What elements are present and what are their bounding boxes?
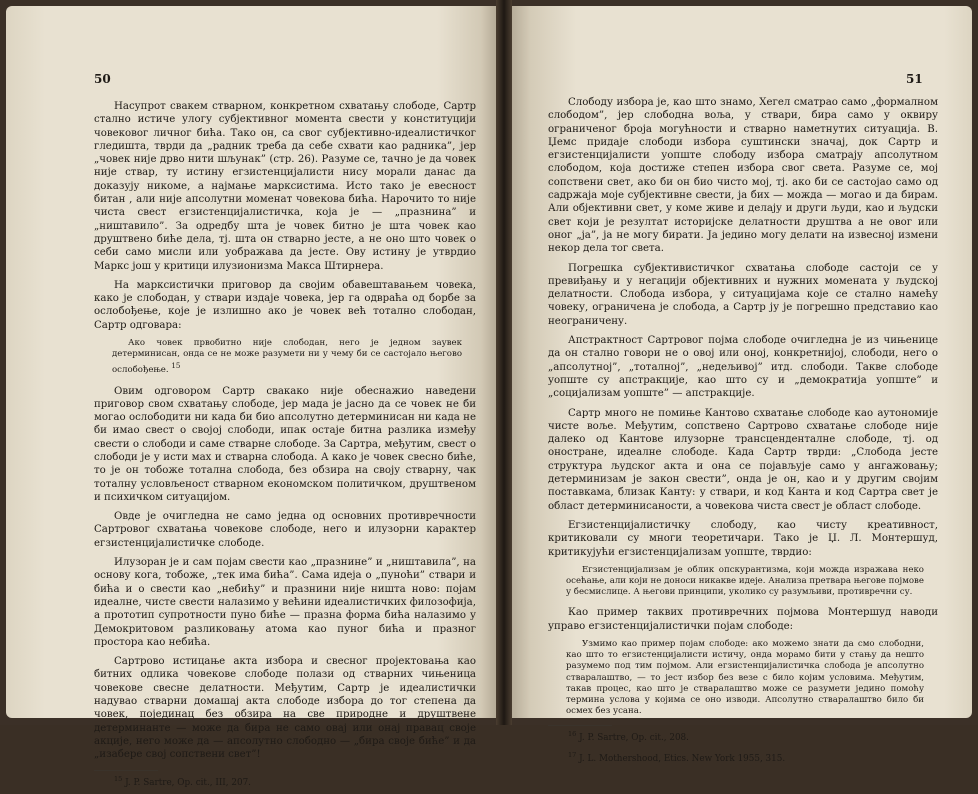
right-page-text bbox=[548, 96, 938, 771]
right-block-quote: Узмимо као пример појам слободе: ако можемо знати да смо слободни, као што то егзистенцијалисти истичу, онда морамо бити у стању да нешто разумемо под тим појмом. Али егзистенцијалистичка слобода је апсолутно стваралаштво, — то јест избор без везе с било којим условима. Међутим, такав процес, као што је стваралаштво може се разумети једино помоћу термина услова у којима се оно изводи. Апсолутно стваралаштво било би осмех без усана. bbox=[566, 639, 924, 717]
footnote-separator bbox=[548, 725, 612, 726]
footnote-text: J. P. Sartre, Op. cit., 208. bbox=[579, 733, 689, 744]
right-paragraph: Погрешка субјективистичког схватања слободе састоји се у превиђању и у негацији објективних и нужних момената у људској делатности. Слобода избора, у ситуацијама које се стално намећу човеку, ограничена је слобода, а Сартр ју је погрешно представио као неограничену. bbox=[548, 262, 938, 327]
left-paragraph: Сартрово истицање акта избора и свесног пројектовања као битних одлика човекове слободе полази од стварних чињеница човекове свесне делатности. Међутим, Сартр је идеалистички надувао стварни домашај акта слободе избора до тог степена да човек, појединац без обзира на све природне и друштвене детерминанте — може да бира не само овај или онај правац своје акције, него може да — апсолутно слободно — „бира своје биће” и да „изабере свој сопствени свет”! bbox=[94, 656, 476, 761]
page-number-left: 50 bbox=[94, 72, 111, 86]
page-number-right: 51 bbox=[906, 72, 923, 86]
left-paragraph: На марксистички приговор да својим обавештавањем човека, како је слободан, у ствари издаје човека, јер га одвраћа од борбе за ослобођење, које је излишно ако је човек већ тотално слободан, Сартр одговара: bbox=[94, 279, 476, 331]
left-paragraph: Илузоран је и сам појам свести као „празнине” и „ништавила”, на основу кога, тобоже, „тек има бића”. Сама идеја о „пуноћи” ствари и бића и о свести као „небићу” и празнини није ништа ново: појам идеалне, чисте свести налазимо у већини идеалистичких филозофија, а прототип супротности пуно биће — празна форма бића налазимо у Демокритовом разликовању атома као пуног бића и празног простора као небића. bbox=[94, 557, 476, 648]
footnote-separator bbox=[94, 770, 158, 771]
footnote-text: J. P. Sartre, Op. cit., III, 207. bbox=[125, 777, 251, 788]
left-page bbox=[6, 6, 496, 788]
left-block-quote bbox=[112, 338, 462, 376]
right-paragraph: Као пример таквих противречних појмова Монтершуд наводи управо егзистенцијалистички појам слободе: bbox=[548, 607, 938, 632]
right-paragraph: Егзистенцијалистичку слободу, као чисту креативност, критиковали су многи теоретичари. Тако је Џ. Л. Монтершуд, критикујући егзистенцијализам уопште, тврдио: bbox=[548, 519, 938, 558]
right-paragraph: Апстрактност Сартровог појма слободе очигледна је из чињенице да он стално говори не о овој или оној, конкретнијој, слободи, него о „апсолутној”, „тоталној”, „недељивој” итд. слободи. Такве слободе уопште су апстракције, као што су и „демократија уопште” и „социјализам уопште” — апстракције. bbox=[548, 335, 938, 400]
right-page bbox=[512, 6, 972, 765]
right-block-quote: Егзистенцијализам је облик опскурантизма, који можда изражава неко осећање, али који не доноси никакве идеје. Анализа претвара његове појмове у бесмислице. А његови принципи, уколико су разумљиви, противречни су. bbox=[566, 564, 924, 598]
footnote-number: 15 bbox=[114, 774, 123, 783]
footnote-number: 17 bbox=[568, 751, 577, 760]
footnote-text: J. L. Mothershood, Etics. New York 1955, 315. bbox=[579, 754, 786, 765]
footnote bbox=[548, 750, 938, 765]
left-page-text bbox=[94, 100, 476, 794]
book-gutter bbox=[496, 0, 512, 725]
left-paragraph: Овде је очигледна не само једна од основних противречности Сартровог схватања човекове слободе, него и илузорни карактер егзистенцијалистичке слободе. bbox=[94, 511, 476, 549]
right-paragraph: Сартр много не помиње Кантово схватање слободе као аутономије чисте воље. Међутим, сопствено Сартрово схватање слободе није далеко од Кантове илузорне трансценденталне слободе, тј. од оностране, идеалне слободе. Када Сартр тврди: „Слобода јесте структура људског акта и она се појављује само у ангажовању; детерминизам је закон свести”, онда је он, као и у другим својим поставкама, близак Канту: у ствари, и код Канта и код Сартра свет је област детерминисаности, а човекова чиста свест је област слободе. bbox=[548, 407, 938, 512]
footnote-number: 16 bbox=[568, 730, 577, 739]
footnote bbox=[548, 729, 938, 744]
footnote bbox=[94, 774, 476, 789]
footnote-ref: 15 bbox=[171, 361, 181, 371]
right-paragraph: Слободу избора је, као што знамо, Хегел сматрао само „формалном слободом”, јер слободна воља, у ствари, бира само у оквиру ограниченог броја могућности и стварно наметнутих ситуација. В. Џемс придаје слободи избора суштински значај, док Сартр и егзистенцијалисти уопште слободу избора сматрају апсолутном слободом, која достиже степен избора свог света. Разуме се, мој сопствени свет, ако би он био чисто мој, тј. ако би се састојао само од садржаја моје субјективне свести, ја бих — можда — могао и да бирам. Али објективни свет, у коме живе и делају и други људи, као и људски свет који је резултат историјске делатности друштва а не овог или оног „ја”, ја не могу бирати. Ја једино могу делати на извесној измени некор дела тог света. bbox=[548, 97, 938, 255]
quote-text: Ако човек првобитно није слободан, него је једном заувек детерминисан, онда се не може разумети ни у чему би се састојало његово ослобођење. bbox=[112, 338, 462, 376]
left-paragraph: Насупрот свакем стварном, конкретном схватању слободе, Сартр стално истиче улогу субјективног момента свести у конституцији човековог личног бића. Тако он, са свог субјективно-идеалистичког гледишта, тврди да „радник треба да себе схвати као радника”, јер „човек није дрво нити шљунак” (стр. 26). Разуме се, тачно је да човек није ствар, ту истину егзистенцијалисти нису морали данас да доказују никоме, а најмање марксистима. Исто тако је евесност битан , али није апсолутни моменат човекова бића. Нарочито то није чиста свест егзистенцијалистичка, која је — „празнина” и „ништавило”. За одредбу шта је човек битно је шта човек као друштвено биће дела, тј. шта он стварно јесте, а не оно што човек о себи само мисли или уображава да јесте. Ову истину је утврдио Маркс још у критици илузионизма Макса Штирнера. bbox=[94, 101, 476, 272]
left-paragraph: Овим одговором Сартр свакако није обеснажио наведени приговор свом схватању слободе, јер мада је јасно да се човек не би могао ослободити ни када би био апсолутно детерминисан ни када не би имао свест о својој слободи, ипак остаје битна разлика између свести о слободи и саме стварне слободе. За Сартра, међутим, свест о слободи је у исти мах и стварна слобода. А како је човек свесно биће, то је он тобоже тотална слобода, без обзира на своју стварну, чак тоталну условљеност стварном економском политичком, друштвеном и психичком ситуацијом. bbox=[94, 385, 476, 503]
